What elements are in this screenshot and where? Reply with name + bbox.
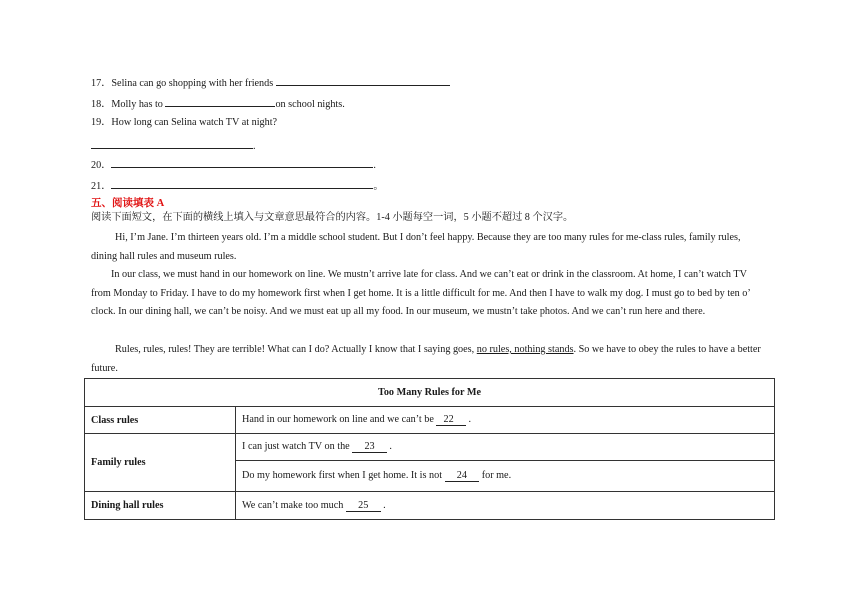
underlined-saying: no rules, nothing stands	[476, 344, 574, 355]
category-cell: Dining hall rules	[85, 492, 236, 520]
passage-paragraph-2: In our class, we must hand in our homework on line. We mustn’t arrive late for class. And we can’t eat or drink in the classroom. At home, I can’t watch TV from Monday to Friday. I have to do my homework first when I get home. It is a little difficult for me. And then I have to walk my dog. I must go to bed by ten o’ clock. In our dining hall, we can’t be noisy. And we must eat up all my food. In our museum, we mustn’t take photos. And we can’t run here and there.	[91, 269, 751, 318]
blank-25[interactable]	[346, 500, 381, 512]
cell-text: .	[465, 414, 472, 425]
content-cell	[236, 407, 775, 434]
blank-22[interactable]	[436, 414, 465, 426]
cell-text: We can’t make too much	[242, 499, 346, 511]
content-cell	[236, 492, 775, 520]
question-19-answer-line	[91, 137, 256, 154]
question-number: 21．	[91, 181, 112, 192]
blank-23[interactable]	[352, 441, 387, 453]
category-cell: Class rules	[85, 407, 236, 434]
blank-number: 24	[456, 470, 467, 481]
cell-text: I can just watch TV on the	[242, 441, 353, 452]
question-19	[91, 116, 277, 130]
answer-blank[interactable]	[91, 137, 253, 149]
blank-number: 23	[364, 441, 375, 452]
section-instruction: 阅读下面短文，在下面的横线上填入与文章意思最符合的内容。1-4 小题每空一词，5 小题不超过 8 个汉字。	[91, 212, 574, 223]
cell-text: for me.	[479, 470, 512, 481]
line-end: .	[253, 141, 256, 152]
question-text-pre: Molly has to	[111, 99, 166, 110]
question-number: 17．	[91, 78, 112, 89]
table-row	[85, 492, 775, 520]
question-21	[91, 177, 384, 194]
question-17	[91, 74, 450, 91]
question-number: 20．	[91, 160, 112, 171]
answer-blank[interactable]	[111, 177, 373, 189]
question-text: How long can Selina watch TV at night?	[111, 117, 278, 128]
table-row	[85, 407, 775, 434]
question-18	[91, 95, 345, 112]
cell-text: .	[386, 441, 392, 452]
table-title: Too Many Rules for Me	[85, 379, 775, 407]
cell-text: Hand in our homework on line and we can’t be	[242, 414, 437, 425]
answer-blank[interactable]	[276, 74, 450, 86]
section-heading: 五、阅读填表 A	[91, 198, 165, 209]
blank-number: 22	[443, 414, 454, 425]
line-end: .	[373, 160, 376, 171]
blank-number: 25	[358, 499, 369, 511]
content-cell	[236, 461, 775, 492]
question-number: 18．	[91, 99, 112, 110]
passage-paragraph-1: Hi, I’m Jane. I’m thirteen years old. I’m a middle school student. But I don’t feel happy. Because they are too many rules for me-class rules, family rules, dining hall rules and museum rules.	[91, 232, 741, 262]
question-number: 19．	[91, 117, 112, 128]
table-row	[85, 434, 775, 461]
paragraph-text: Rules, rules, rules! They are terrible! What can I do? Actually I know that I saying goes,	[115, 344, 477, 355]
answer-blank[interactable]	[111, 156, 373, 168]
paragraph-text: . So we have to obey the rules to have a better future.	[91, 344, 761, 374]
blank-24[interactable]	[445, 470, 480, 482]
content-cell	[236, 434, 775, 461]
question-text: Selina can go shopping with her friends	[111, 78, 276, 89]
passage-paragraph-3	[91, 341, 767, 378]
cell-text: .	[380, 499, 386, 511]
answer-blank[interactable]	[165, 95, 275, 107]
cell-text: Do my homework first when I get home. It is not	[242, 470, 445, 481]
question-20	[91, 156, 376, 173]
category-cell: Family rules	[85, 434, 236, 492]
line-end: 。	[373, 181, 384, 192]
question-text-post: on school nights.	[275, 99, 345, 110]
rules-table	[84, 378, 775, 520]
